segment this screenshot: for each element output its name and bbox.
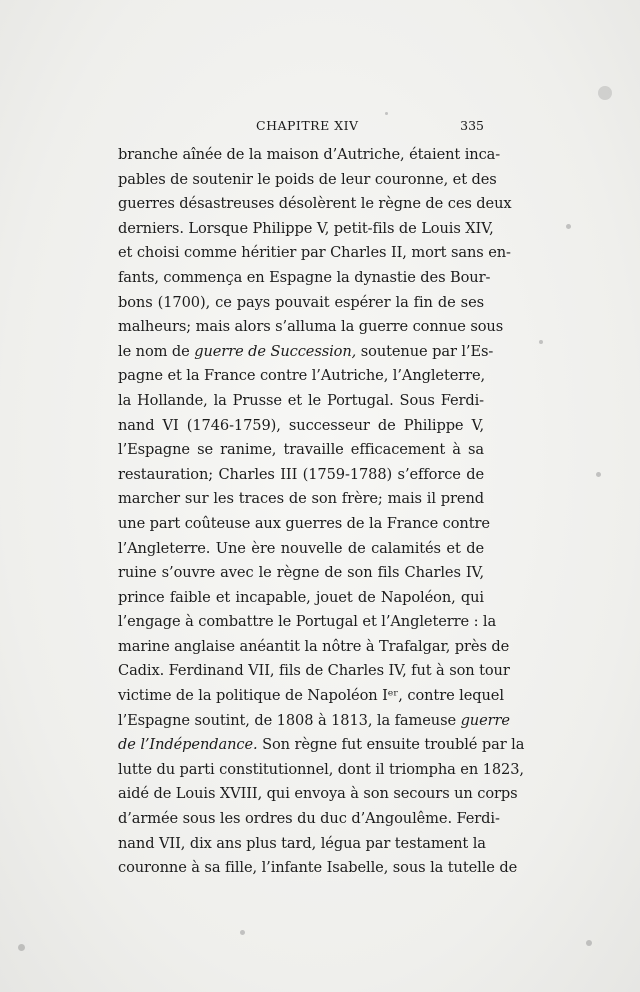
text-line: marine anglaise anéantit la nôtre à Trafalgar, près de — [118, 637, 510, 655]
text-line: une part coûteuse aux guerres de la France contre — [118, 514, 490, 532]
text-line: pagne et la France contre l’Autriche, l’Angleterre, — [118, 367, 486, 385]
page-number: 335 — [460, 118, 484, 133]
text-segment: le nom de — [118, 342, 195, 360]
text-line: couronne à sa fille, l’infante Isabelle, sous la tutelle de — [118, 859, 518, 877]
text-line: prince faible et incapable, jouet de Napoléon, qui — [118, 588, 484, 606]
paper-speck — [586, 940, 592, 946]
text-line: l’Espagne se ranime, travaille efficacement à sa — [118, 441, 484, 459]
text-line: l’engage à combattre le Portugal et l’Angleterre : la — [118, 613, 497, 631]
paper-speck — [240, 930, 245, 935]
italic-segment: guerre de Succession, — [194, 342, 357, 360]
text-segment: l’Espagne soutint, de 1808 à 1813, la fameuse — [118, 711, 461, 729]
text-line: aidé de Louis XVIII, qui envoya à son secours un corps — [118, 785, 518, 803]
paper-speck — [539, 340, 543, 344]
text-line: guerres désastreuses désolèrent le règne de ces deux — [118, 195, 512, 213]
text-line: d’armée sous les ordres du duc d’Angoulême. Ferdi- — [118, 810, 500, 828]
text-line: fants, commença en Espagne la dynastie des Bour- — [118, 268, 491, 286]
text-line: bons (1700), ce pays pouvait espérer la fin de ses — [118, 293, 484, 311]
paper-speck — [18, 944, 25, 951]
text-line — [118, 709, 510, 734]
paper-speck — [385, 112, 388, 115]
italic-segment: guerre — [460, 711, 510, 729]
text-line: malheurs; mais alors s’alluma la guerre connue sous — [118, 318, 504, 336]
paper-speck — [566, 224, 571, 229]
text-line: nand VI (1746-1759), successeur de Philippe V, — [118, 416, 484, 434]
text-line — [118, 733, 525, 758]
chapter-title: CHAPITRE XIV — [256, 118, 359, 133]
paper-speck — [596, 472, 601, 477]
text-line: nand VII, dix ans plus tard, légua par testament la — [118, 834, 486, 852]
text-line: derniers. Lorsque Philippe V, petit-fils de Louis XIV, — [118, 219, 494, 237]
text-line: marcher sur les traces de son frère; mais il prend — [118, 490, 484, 508]
text-line: l’Angleterre. Une ère nouvelle de calamités et de — [118, 539, 484, 557]
text-line: la Hollande, la Prusse et le Portugal. Sous Ferdi- — [118, 391, 484, 409]
text-line: Cadix. Ferdinand VII, fils de Charles IV, fut à son tour — [118, 662, 510, 680]
text-line: victime de la politique de Napoléon Iᵉʳ, contre lequel — [118, 687, 504, 705]
text-line: ruine s’ouvre avec le règne de son fils Charles IV, — [118, 564, 484, 582]
text-segment: Son règne fut ensuite troublé par la — [257, 736, 525, 754]
text-line: et choisi comme héritier par Charles II, mort sans en- — [118, 244, 511, 262]
text-line: lutte du parti constitutionnel, dont il triompha en 1823, — [118, 760, 524, 778]
running-header — [118, 118, 484, 136]
text-segment: soutenue par l’Es- — [356, 342, 494, 360]
italic-segment: de l’Indépendance. — [118, 736, 258, 754]
text-line: pables de soutenir le poids de leur couronne, et des — [118, 170, 497, 188]
text-line — [118, 340, 494, 365]
text-line: branche aînée de la maison d’Autriche, étaient inca- — [118, 146, 501, 163]
body-text — [118, 143, 525, 881]
paper-speck — [598, 86, 612, 100]
text-line: restauration; Charles III (1759-1788) s’efforce de — [118, 465, 484, 483]
